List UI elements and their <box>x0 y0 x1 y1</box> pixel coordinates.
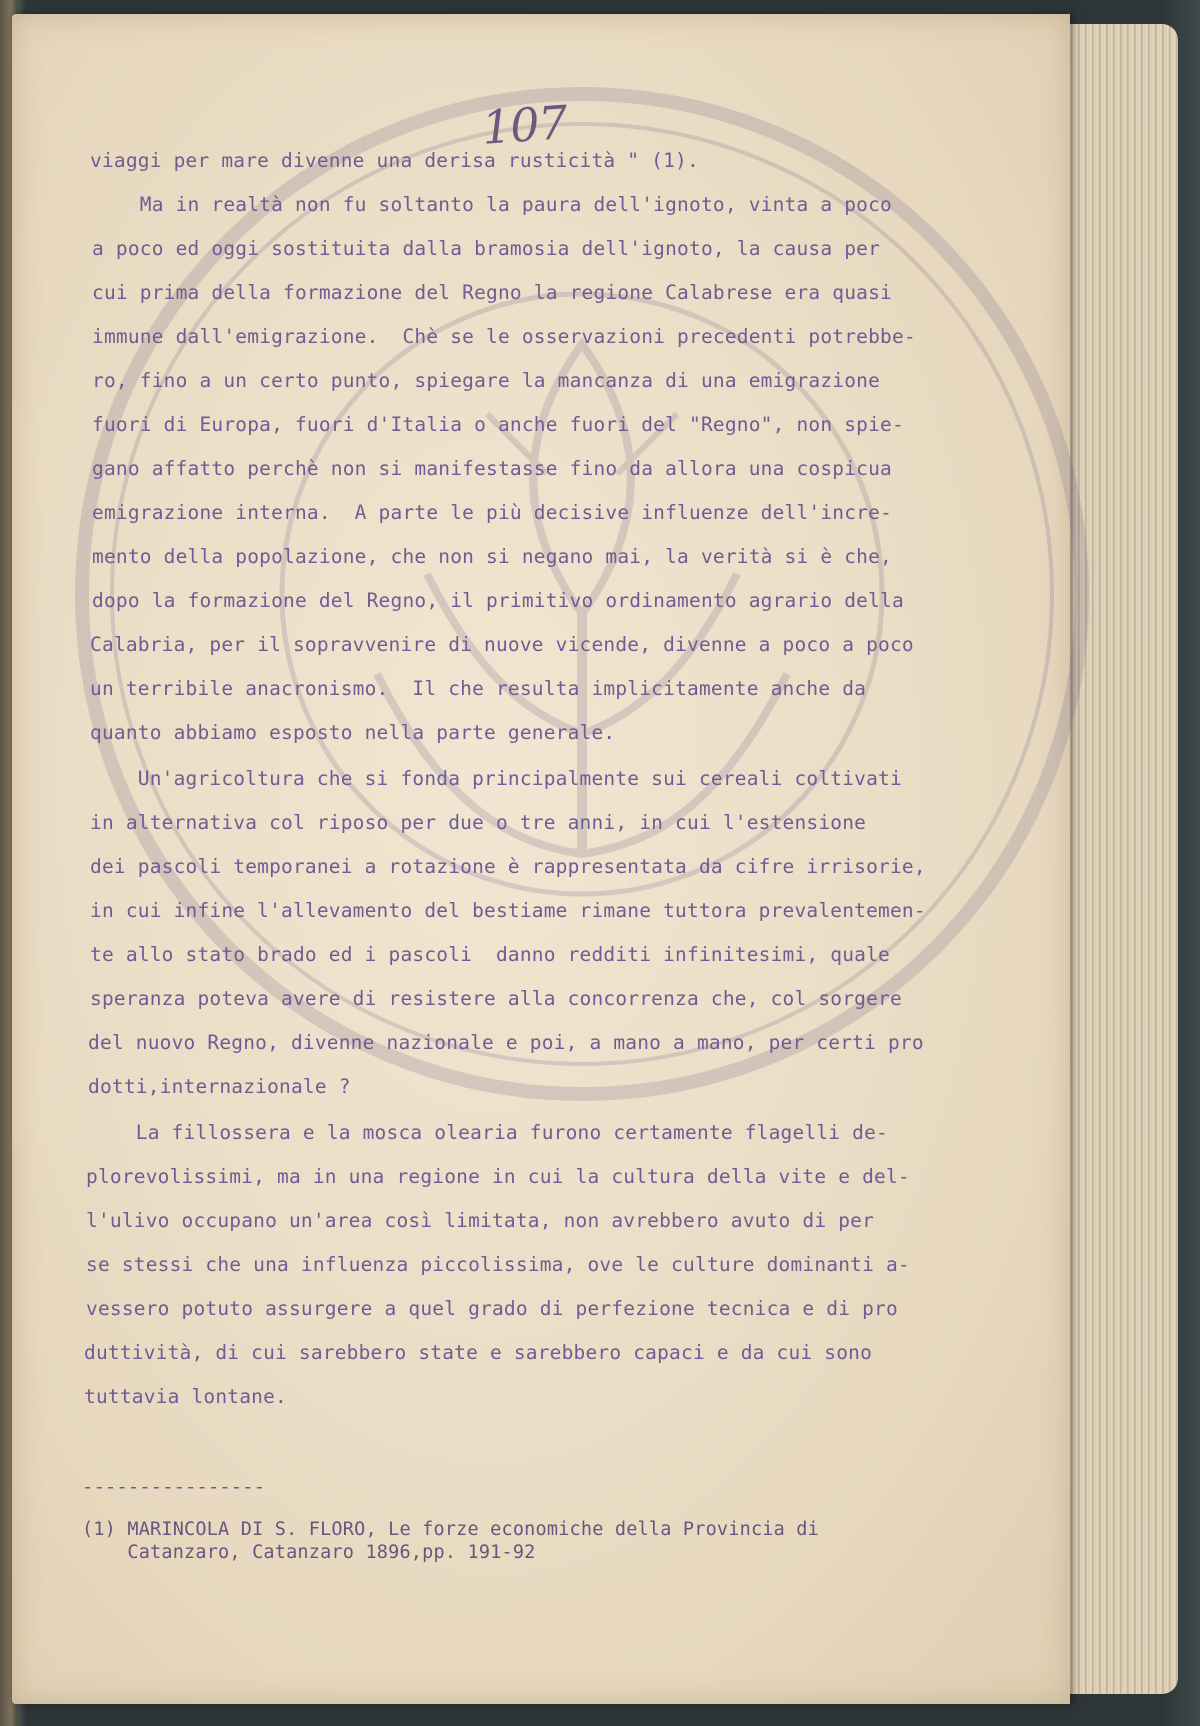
body-line: La fillossera e la mosca olearia furono certamente flagelli de- <box>88 1121 888 1144</box>
document-page <box>12 14 1070 1704</box>
body-line: dei pascoli temporanei a rotazione è rappresentata da cifre irrisorie, <box>90 855 926 878</box>
body-line: speranza poteva avere di resistere alla concorrenza che, col sorgere <box>90 987 902 1010</box>
body-line: quanto abbiamo esposto nella parte generale. <box>90 721 616 744</box>
body-line: Calabria, per il sopravvenire di nuove vicende, divenne a poco a poco <box>90 633 914 656</box>
body-line: in alternativa col riposo per due o tre anni, in cui l'estensione <box>90 811 867 834</box>
body-line: un terribile anacronismo. Il che resulta implicitamente anche da <box>90 677 867 700</box>
body-line: plorevolissimi, ma in una regione in cui la cultura della vite e del- <box>86 1165 910 1188</box>
body-line: l'ulivo occupano un'area così limitata, non avrebbero avuto di per <box>86 1209 875 1232</box>
body-line: te allo stato brado ed i pascoli danno redditi infinitesimi, quale <box>90 943 890 966</box>
body-line: immune dall'emigrazione. Chè se le osservazioni precedenti potrebbe- <box>92 325 916 348</box>
body-line: fuori di Europa, fuori d'Italia o anche fuori del "Regno", non spie- <box>92 413 904 436</box>
body-line: gano affatto perchè non si manifestasse fino da allora una cospicua <box>92 457 892 480</box>
body-line: cui prima della formazione del Regno la regione Calabrese era quasi <box>92 281 892 304</box>
body-line: duttività, di cui sarebbero state e sarebbero capaci e da cui sono <box>84 1341 873 1364</box>
body-line: emigrazione interna. A parte le più decisive influenze dell'incre- <box>92 501 892 524</box>
body-line: mento della popolazione, che non si negano mai, la verità si è che, <box>92 545 892 568</box>
body-line: a poco ed oggi sostituita dalla bramosia dell'ignoto, la causa per <box>92 237 881 260</box>
handwritten-folio-number: 107 <box>480 95 569 155</box>
page-stack-edges <box>1060 24 1178 1694</box>
footnote-line: (1) MARINCOLA DI S. FLORO, Le forze economiche della Provincia di <box>82 1519 819 1540</box>
body-line: Ma in realtà non fu soltanto la paura dell'ignoto, vinta a poco <box>92 193 892 216</box>
footnote-line: Catanzaro, Catanzaro 1896,pp. 191-92 <box>82 1542 536 1563</box>
body-line: dotti,internazionale ? <box>88 1075 351 1098</box>
footnote-separator: ---------------- <box>82 1476 266 1498</box>
body-line: se stessi che una influenza piccolissima, ove le culture dominanti a- <box>86 1253 910 1276</box>
body-line: vessero potuto assurgere a quel grado di perfezione tecnica e di pro <box>86 1297 898 1320</box>
body-line: ro, fino a un certo punto, spiegare la mancanza di una emigrazione <box>92 369 881 392</box>
typewritten-body <box>12 14 1070 1704</box>
body-line: del nuovo Regno, divenne nazionale e poi, a mano a mano, per certi pro <box>88 1031 924 1054</box>
body-line: Un'agricoltura che si fonda principalmente sui cereali coltivati <box>90 767 902 790</box>
body-line: tuttavia lontane. <box>84 1385 287 1408</box>
body-line: dopo la formazione del Regno, il primitivo ordinamento agrario della <box>92 589 904 612</box>
body-line: in cui infine l'allevamento del bestiame rimane tuttora prevalentemen- <box>90 899 926 922</box>
body-line: viaggi per mare divenne una derisa rusticità " (1). <box>90 149 699 172</box>
